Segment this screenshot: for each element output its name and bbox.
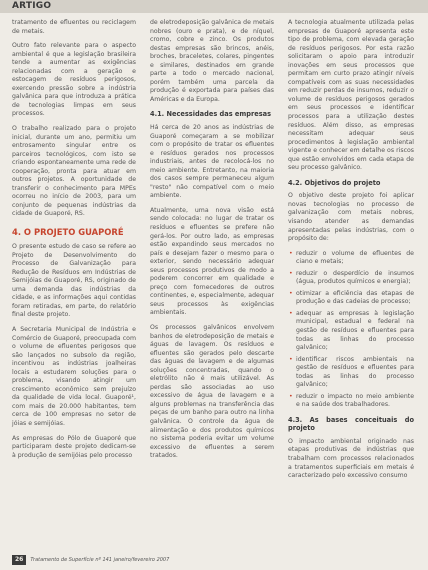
bullet-icon: • bbox=[289, 309, 293, 317]
paragraph: O impacto ambiental originado nas etapas produtivas de indústrias que trabalham com processos relacionados a tratamentos superficiais em metais é caracterizado pelo excessivo consumo bbox=[288, 437, 414, 480]
column-2 bbox=[150, 19, 274, 467]
subsection-heading: 4.2. Objetivos do projeto bbox=[288, 178, 381, 187]
paragraph: Há cerca de 20 anos as indústrias de Guaporé começaram a se mobilizar com o propósito de tratar os efluentes e resíduos gerados nos processos industriais, antes de recolocá-los no meio ambiente. Entretanto, na maioria dos casos sempre permaneceu algum "resto" não compatível com o meio ambiente. bbox=[150, 123, 274, 200]
bullet-icon: • bbox=[289, 249, 293, 257]
paragraph: de eletrodeposição galvânica de metais nobres (ouro e prata), e de níquel, cromo, cobre e zinco. Os produtos destas empresas são brincos, anéis, broches, braceletes, colares, pingentes e similares, destinados em grande parte a todo o mercado nacional, porém também uma parcela da produção é exportada para países das Américas e da Europa. bbox=[150, 19, 274, 103]
column-3 bbox=[288, 19, 414, 487]
list-item bbox=[288, 270, 414, 287]
paragraph: O presente estudo de caso se refere ao Projeto de Desenvolvimento do Processo de Galvanização para Redução de Resíduos em Indústrias de Semijóias de Guaporé, RS, originado de uma demanda das indústrias da cidade, e as informações aqui contidas foram retiradas, em parte, do relatório final deste projeto. bbox=[12, 243, 136, 319]
paragraph: O trabalho realizado para o projeto inicial, durante um ano, permitiu um entrosamento singular entre os parceiros tecnológicos, com isto se criando espontaneamente uma rede de cooperação, pronta para atuar em outros projetos. A oportunidade de transferir o conhecimento para MPEs ocorreu no início de 2003, para um conjunto de pequenas indústrias da cidade de Guaporé, RS. bbox=[12, 125, 136, 218]
list-item-text: otimizar a eficiência das etapas de produção e das cadeias de processo; bbox=[296, 289, 414, 306]
subsection-heading: 4.3. As bases conceituais do projeto bbox=[288, 415, 414, 433]
paragraph: O objetivo deste projeto foi aplicar novas tecnologias no processo de galvanização com metais nobres, visando atender as demandas apresentadas pelas indústrias, com o propósito de: bbox=[288, 192, 414, 243]
list-item-text: reduzir o impacto no meio ambiente e na saúde dos trabalhadores. bbox=[296, 392, 414, 409]
page-footer bbox=[12, 555, 169, 565]
paragraph: Atualmente, uma nova visão está sendo colocada: no lugar de tratar os resíduos e efluentes se prefere não gerá-los. Por outro lado, as empresas estão expandindo seus mercados no país e desejam fazer o mesmo para o exterior, sendo necessário adequar seus processos produtivos de modo a poderem concorrer em qualidade e preço com fornecedores de outros continentes, e, especialmente, adequar seus processos às exigências ambientais. bbox=[150, 206, 274, 317]
paragraph: tratamento de efluentes ou reciclagem de metais. bbox=[12, 19, 136, 35]
paragraph: A Secretaria Municipal de Indústria e Comércio de Guaporé, preocupada com o volume de efluentes perigosos que são lançados no subsolo da região, incentivou as indústrias joalheiras locais a estudarem soluções para o problema, visando atingir um crescimento econômico sem prejuízo da qualidade de vida local. Guaporé¹, com mais de 20.000 habitantes, tem cerca de 100 empresas no setor de jóias e semijóias. bbox=[12, 325, 136, 427]
list-item-text: identificar riscos ambientais na gestão de resíduos e efluentes para todas as linhas do processo galvânico; bbox=[296, 355, 414, 389]
column-1 bbox=[12, 19, 136, 466]
list-item bbox=[288, 393, 414, 410]
paragraph: Os processos galvânicos envolvem banhos de eletrodeposição de metais e águas de lavagem. Os resíduos e efluentes são gerados pelo descarte das águas de lavagem e de algumas soluções concentradas, quando o eletrólito não é mais utilizável. As perdas são associadas ao uso excessivo de água de lavagem e a alguns problemas na transferência das peças de um banho para outro na linha galvânica. O controle da água de alimentação e dos produtos químicos no sistema poderia evitar um volume excessivo de efluentes a serem tratados. bbox=[150, 324, 274, 460]
objectives-list bbox=[288, 250, 414, 410]
list-item bbox=[288, 290, 414, 307]
list-item bbox=[288, 250, 414, 267]
list-item bbox=[288, 310, 414, 353]
paragraph: As empresas do Pólo de Guaporé que participaram deste projeto dedicam-se à produção de semijóias pelo processo bbox=[12, 434, 136, 459]
paragraph: A tecnologia atualmente utilizada pelas empresas de Guaporé apresenta este tipo de problema, com elevada geração de resíduos perigosos. Por esta razão solicitaram o apoio para introduzir inovações em seus processos que permitam em curto prazo atingir níveis compatíveis com as suas necessidades em reduzir perdas de insumos, reduzir o volume de resíduos perigosos gerados em seus processos e identificar processos para a utilização destes resíduos. Além disso, as empresas necessitam adequar seus procedimentos à legislação ambiental vigente e conhecer em detalhe os riscos que estão envolvidos em cada etapa de seu processo galvânico. bbox=[288, 19, 414, 172]
section-heading: 4. O PROJETO GUAPORÉ bbox=[12, 227, 124, 238]
list-item-text: reduzir o desperdício de insumos (água, produtos químicos e energia); bbox=[296, 269, 414, 286]
page-number: 26 bbox=[12, 555, 26, 565]
list-item-text: adequar as empresas à legislação municipal, estadual e federal na gestão de resíduos e efluentes para todas as linhas do processo galvânico; bbox=[296, 309, 414, 352]
bullet-icon: • bbox=[289, 289, 293, 297]
bullet-icon: • bbox=[289, 269, 293, 277]
header-bar bbox=[0, 0, 428, 13]
journal-reference: Tratamento de Superfície nº 141 janeiro/fevereiro 2007 bbox=[30, 557, 170, 563]
paragraph: Outro fato relevante para o aspecto ambiental é que a legislação brasileira tende a aumentar as exigências relacionadas com a geração e estocagem de resíduos perigosos, exercendo pressão sobre a indústria galvânica para que introduza a prática de tecnologias limpas em seus processos. bbox=[12, 42, 136, 118]
section-label: ARTIGO bbox=[12, 1, 52, 11]
bullet-icon: • bbox=[289, 392, 293, 400]
subsection-heading: 4.1. Necessidades das empresas bbox=[150, 110, 272, 119]
list-item bbox=[288, 356, 414, 390]
bullet-icon: • bbox=[289, 355, 293, 363]
list-item-text: reduzir o volume de efluentes de ciano e metais; bbox=[296, 249, 414, 266]
